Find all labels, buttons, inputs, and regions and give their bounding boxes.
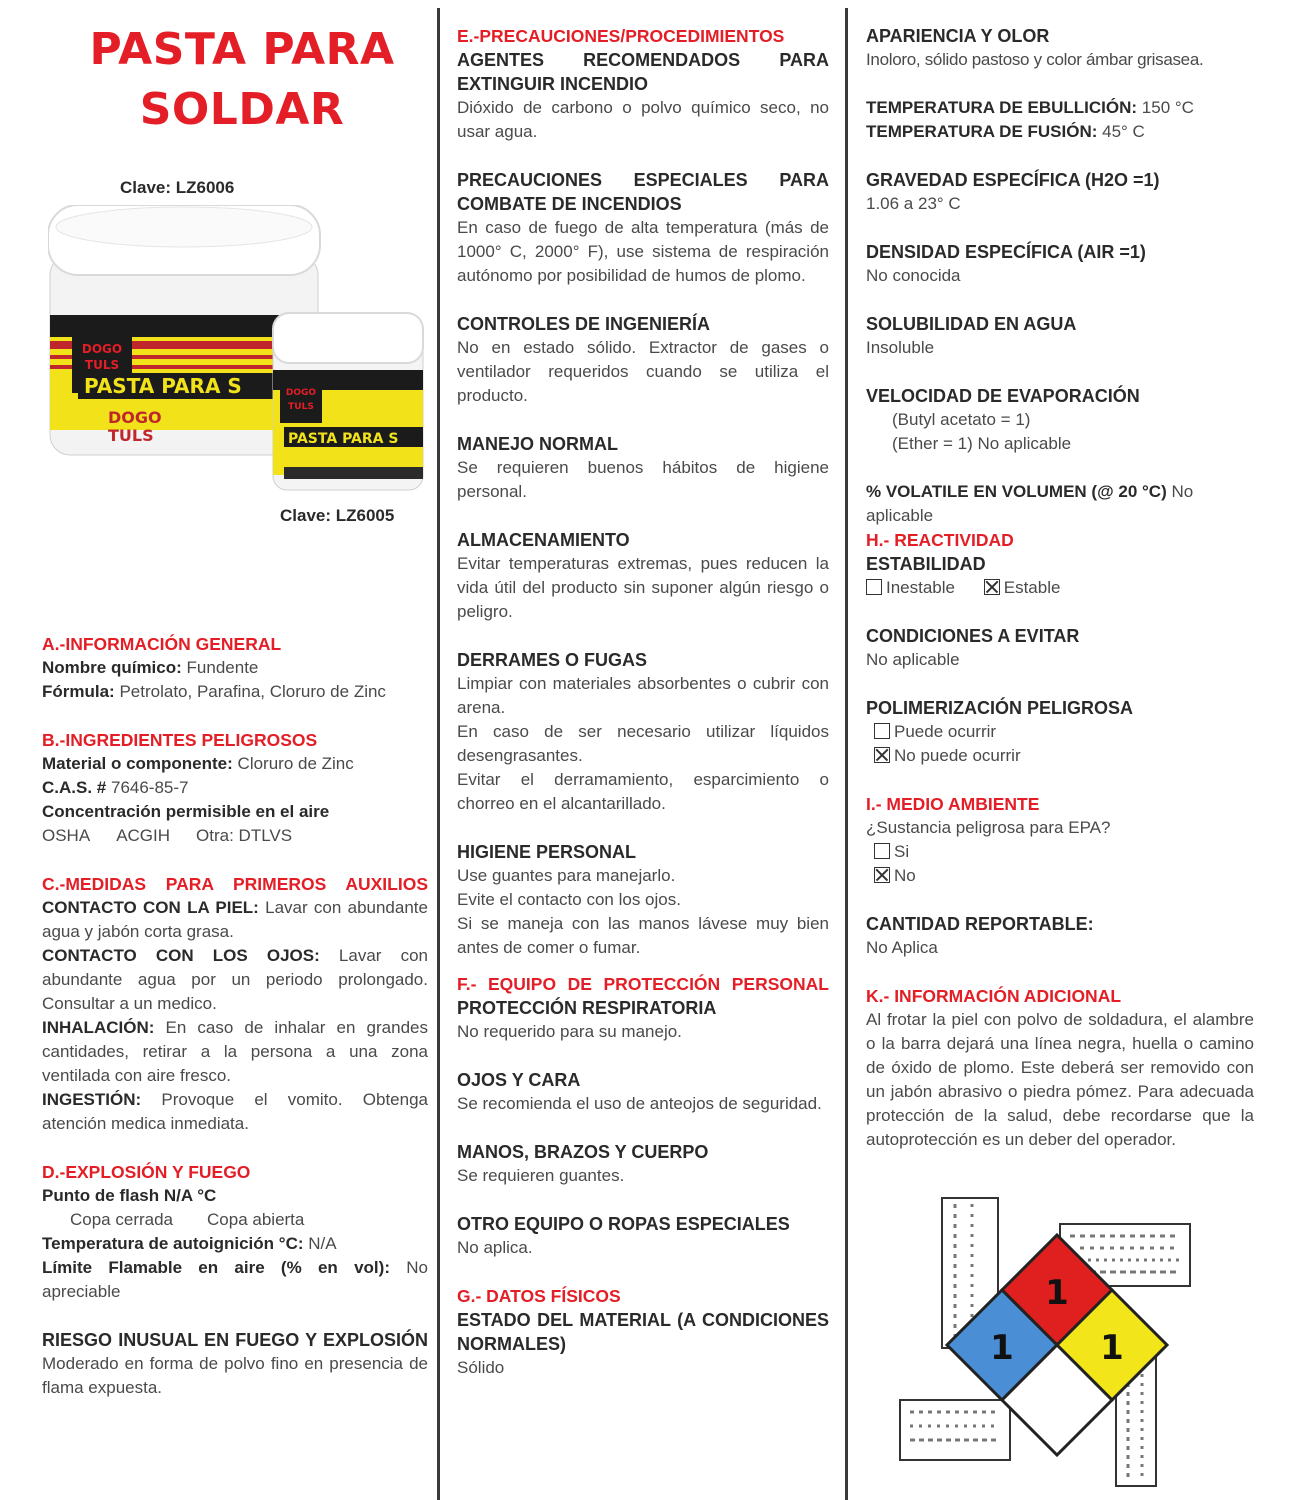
checkbox-estable-checked [984, 579, 1000, 595]
svg-text:PASTA PARA S: PASTA PARA S [288, 431, 399, 447]
nfpa-hazard-diamond [880, 1190, 1210, 1490]
column-1: A.-INFORMACIÓN GENERAL Nombre químico: Fundente Fórmula: Petrolato, Parafina, Cloruro de Zinc B.-INGREDIENTES PELIGROSOS Material o componente: Cloruro de Zinc C.A.S. # 7646-85-7 Concentración permisible en el aire OSHA ACGIH Otra: DTLVS C.-MEDIDAS PARA PRIMEROS AUXILIOS CONTACTO CON LA PIEL: Lavar con abundante agua y jabón corta grasa. CONTACTO CON LOS OJOS: Lavar con abundante agua por un periodo prolongado. Consultar a un medico. INHALACIÓN: En caso de inhalar en grandes cantidades, retirar a la persona a una zona ventilada con aire fresco. INGESTIÓN: Provoque el vomito. Obtenga atención medica inmediata. D.-EXPLOSIÓN Y FUEGO Punto de flash N/A °C Copa cerrada Copa abierta Temperatura de autoignición °C: N/A Límite Flamable en aire (% en vol): No apreciable RIESGO INUSUAL EN FUEGO Y EXPLOSIÓN Moderado en forma de polvo fino en presencia de flama expuesta. [42, 634, 428, 1397]
svg-text:DOGO: DOGO [285, 388, 317, 398]
section-a-title: A.-INFORMACIÓN GENERAL [42, 634, 282, 654]
checkbox-si [874, 843, 890, 859]
section-k-title: K.- INFORMACIÓN ADICIONAL [866, 986, 1122, 1006]
svg-text:DOGO: DOGO [108, 408, 162, 427]
svg-text:TULS: TULS [108, 426, 154, 445]
section-f-title: F.- EQUIPO DE PROTECCIÓN PERSONAL [457, 974, 829, 994]
checkbox-inestable [866, 579, 882, 595]
column-3: APARIENCIA Y OLOR Inoloro, sólido pastoso y color ámbar grisasea. TEMPERATURA DE EBULLICIÓN: 150 °C TEMPERATURA DE FUSIÓN: 45° C GRAVEDAD ESPECÍFICA (H2O =1) 1.06 a 23° C DENSIDAD ESPECÍFICA (AIR =1) No conocida SOLUBILIDAD EN AGUA Insoluble VELOCIDAD DE EVAPORACIÓN (Butyl acetato = 1) (Ether = 1) No aplicable % VOLATILE EN VOLUMEN (@ 20 °C) No aplicable H.- REACTIVIDAD ESTABILIDAD Inestable Estable CONDICIONES A EVITAR No aplicable POLIMERIZACIÓN PELIGROSA Puede ocurrir No puede ocurrir I.- MEDIO AMBIENTE ¿Sustancia peligrosa para EPA? Si No CANTIDAD REPORTABLE: No Aplica K.- INFORMACIÓN ADICIONAL Al frotar la piel con polvo de soldadura, el alambre o la barra dejará una línea negra, huella o camino de óxido de plomo. Este deberá ser removido con un jabón abrasivo o piedra pómez. Para adecuada protección de la salud, debe recordarse que la autoprotección es un deber del operador. [866, 26, 1254, 1149]
column-divider-1 [437, 8, 440, 1500]
checkbox-no-puede-checked [874, 747, 890, 763]
section-b-title: B.-INGREDIENTES PELIGROSOS [42, 730, 318, 750]
riesgo-title: RIESGO INUSUAL EN FUEGO Y EXPLOSIÓN [42, 1330, 428, 1350]
nfpa-reactivity-value: 1 [1100, 1328, 1124, 1368]
clave-small: Clave: LZ6005 [280, 506, 395, 525]
title-line-1: PASTA PARA [89, 24, 395, 75]
product-jars-image [48, 205, 428, 505]
section-h-title: H.- REACTIVIDAD [866, 530, 1014, 550]
checkbox-puede [874, 723, 890, 739]
checkbox-no-checked [874, 867, 890, 883]
section-i-title: I.- MEDIO AMBIENTE [866, 794, 1040, 814]
column-2: E.-PRECAUCIONES/PROCEDIMIENTOS AGENTES RECOMENDADOS PARA EXTINGUIR INCENDIO Dióxido de carbono o polvo químico seco, no usar agua. PRECAUCIONES ESPECIALES PARA COMBATE DE INCENDIOS En caso de fuego de alta temperatura (más de 1000° C, 2000° F), use sistema de respiración autónomo por posibilidad de humos de plomo. CONTROLES DE INGENIERÍA No en estado sólido. Extractor de gases o ventilador requeridos cuando se utiliza el producto. MANEJO NORMAL Se requieren buenos hábitos de higiene personal. ALMACENAMIENTO Evitar temperaturas extremas, pues reducen la vida útil del producto sin suponer algún riesgo o peligro. DERRAMES O FUGAS Limpiar con materiales absorbentes o cubrir con arena. En caso de ser necesario utilizar líquidos desengrasantes. Evitar el derramamiento, esparcimiento o chorreo en el alcantarillado. HIGIENE PERSONAL Use guantes para manejarlo. Evite el contacto con los ojos. Si se maneja con las manos lávese muy bien antes de comer o fumar. F.- EQUIPO DE PROTECCIÓN PERSONAL PROTECCIÓN RESPIRATORIA No requerido para su manejo. OJOS Y CARA Se recomienda el uso de anteojos de seguridad. MANOS, BRAZOS Y CUERPO Se requieren guantes. OTRO EQUIPO O ROPAS ESPECIALES No aplica. G.- DATOS FÍSICOS ESTADO DEL MATERIAL (A CONDICIONES NORMALES) Sólido [457, 26, 829, 1377]
jar-label-text: PASTA PARA S [84, 374, 242, 398]
nfpa-flammability-value: 1 [1045, 1273, 1069, 1313]
svg-text:TULS: TULS [288, 402, 314, 412]
nfpa-health-value: 1 [990, 1328, 1014, 1368]
section-d-title: D.-EXPLOSIÓN Y FUEGO [42, 1162, 251, 1182]
clave-large: Clave: LZ6006 [120, 178, 235, 197]
section-g-title: G.- DATOS FÍSICOS [457, 1286, 621, 1306]
section-c-title: C.-MEDIDAS PARA PRIMEROS AUXILIOS [42, 874, 428, 894]
page-title [42, 20, 442, 140]
title-line-2: SOLDAR [139, 84, 345, 135]
jar-brand-text: DOGO [81, 342, 123, 356]
column-divider-2 [845, 8, 848, 1500]
svg-text:TULS: TULS [84, 358, 120, 372]
section-e-title: E.-PRECAUCIONES/PROCEDIMIENTOS [457, 26, 785, 46]
